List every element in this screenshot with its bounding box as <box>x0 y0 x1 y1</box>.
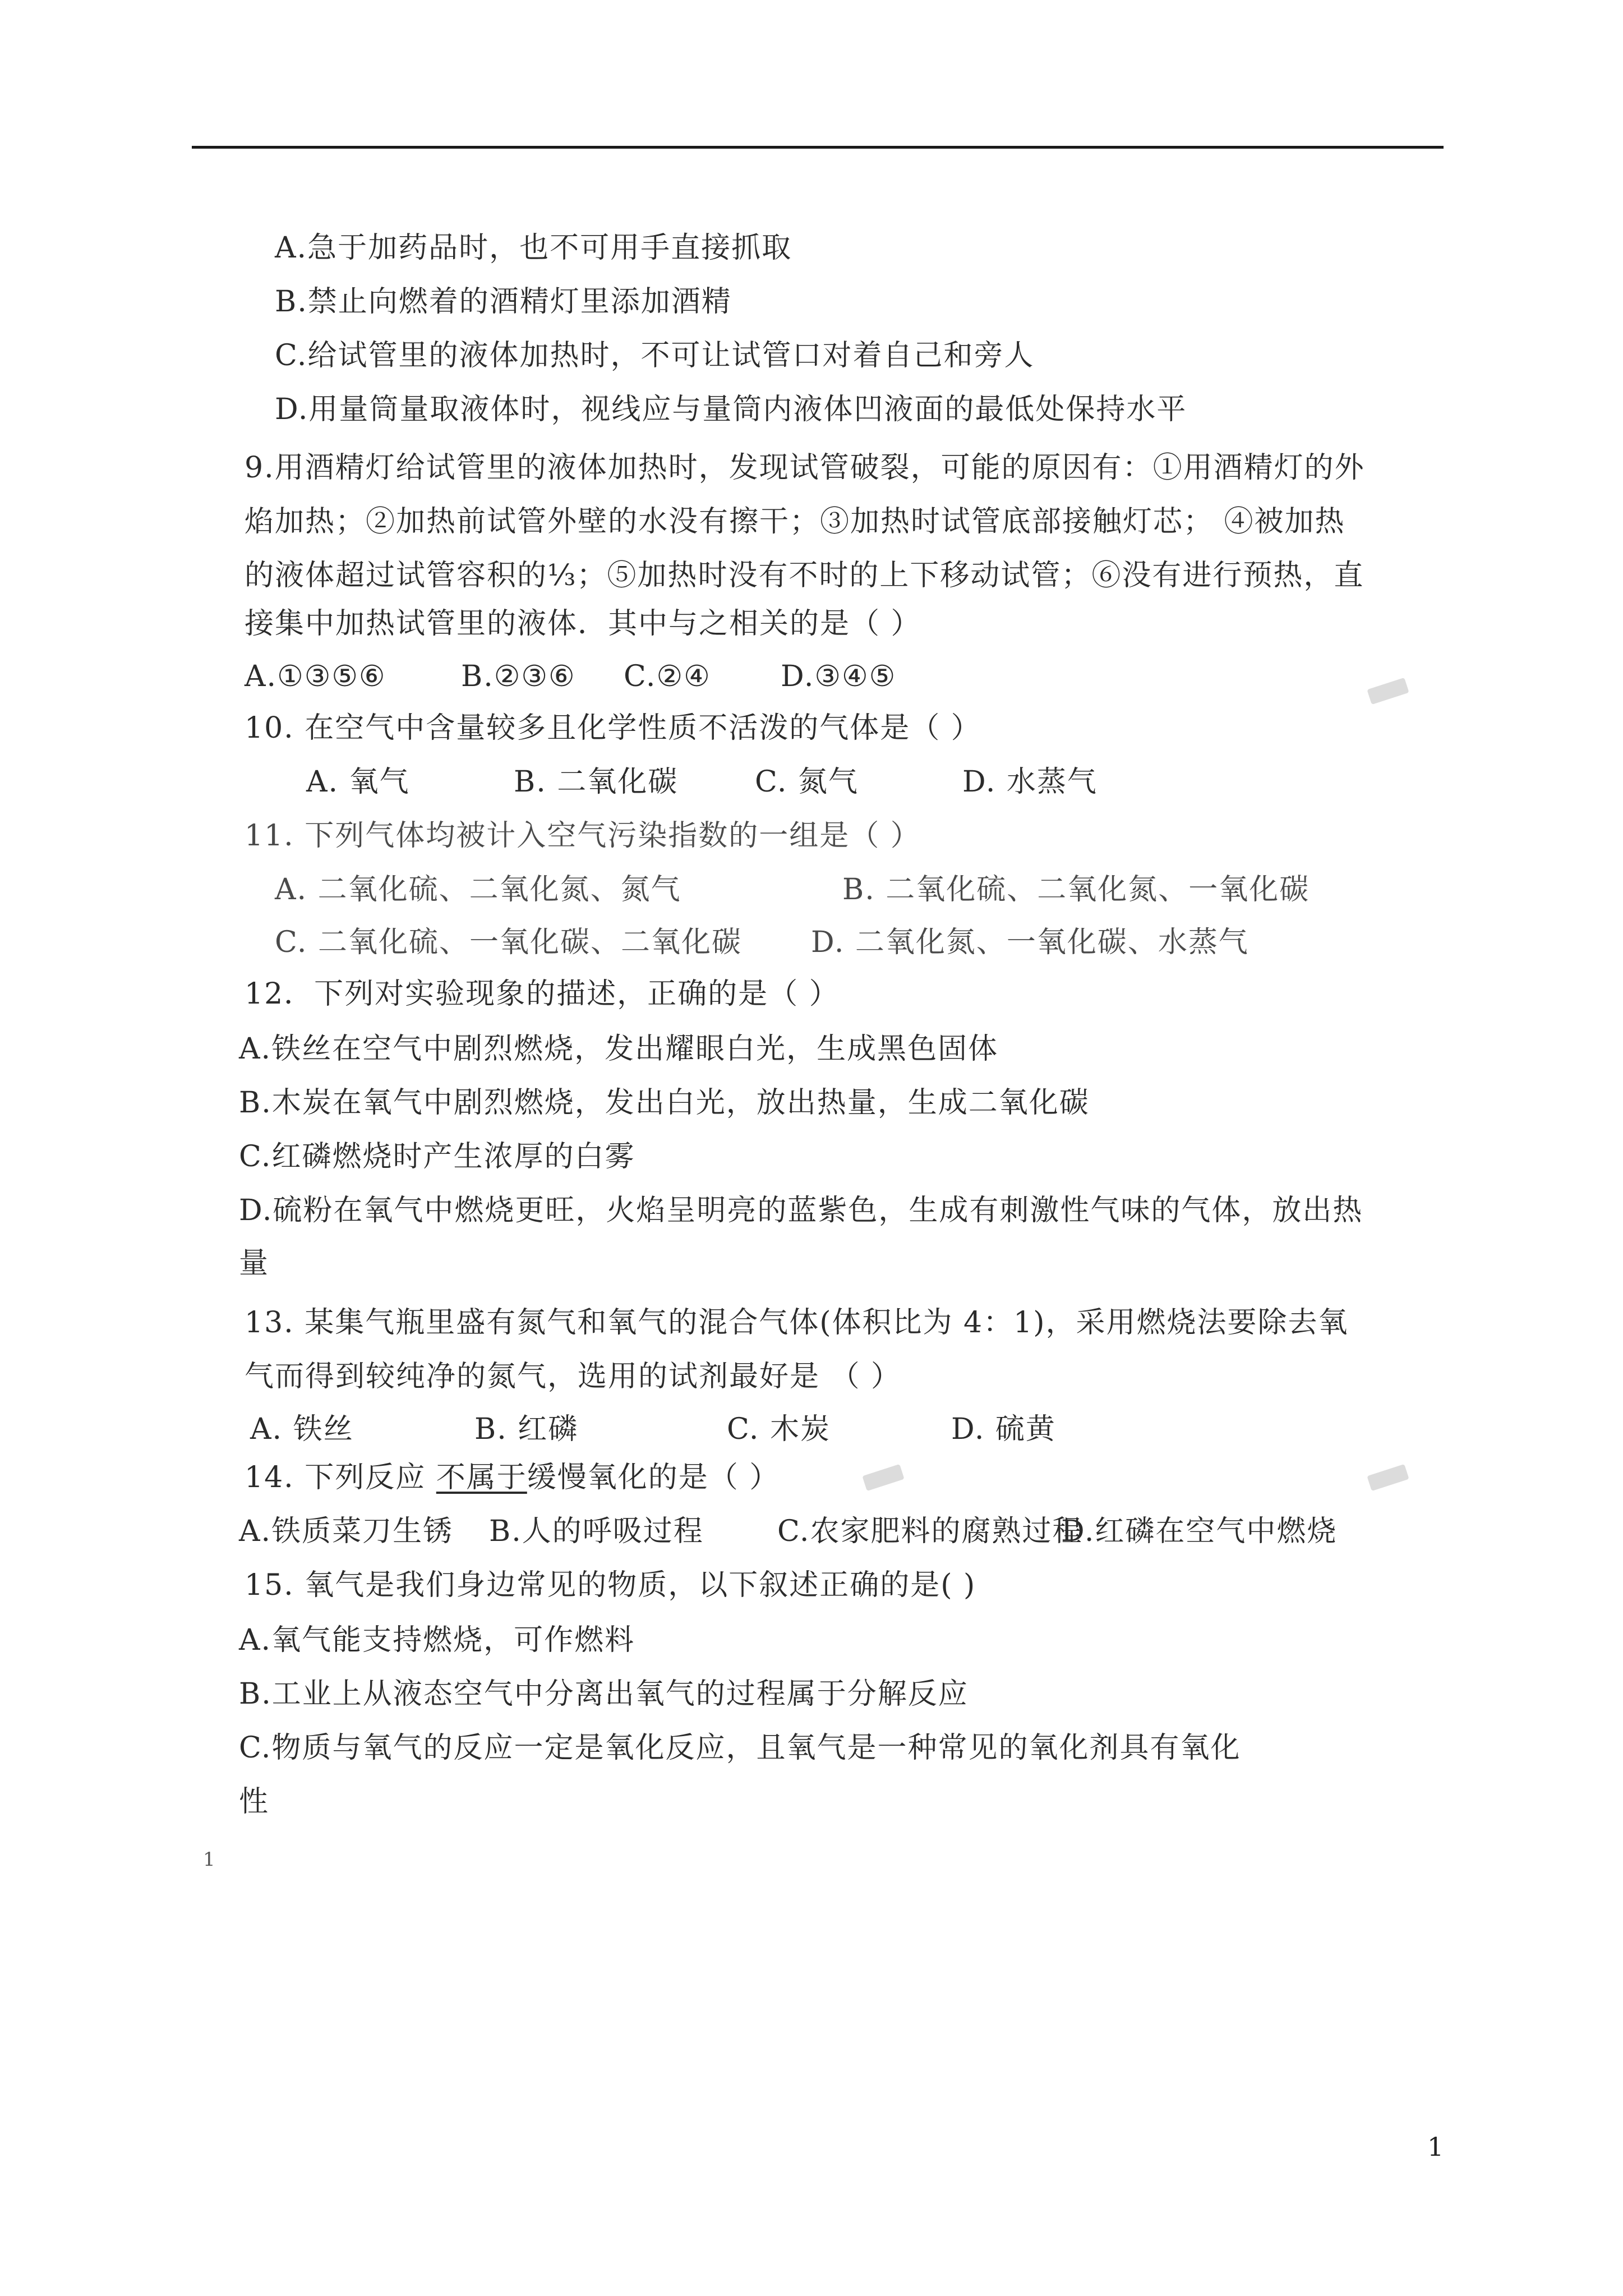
q13-option-b: B. 红磷 <box>474 1412 579 1446</box>
q13-option-d: D. 硫黄 <box>951 1412 1056 1446</box>
q12-option-d-line-1: D.硫粉在氧气中燃烧更旺，火焰呈明亮的蓝紫色，生成有刺激性气味的气体，放出热 <box>239 1194 1363 1227</box>
q11-option-b: B. 二氧化硫、二氧化氮、一氧化碳 <box>842 873 1310 907</box>
q11-stem: 11. 下列气体均被计入空气污染指数的一组是（ ） <box>245 819 921 853</box>
q14-option-a: A.铁质菜刀生锈 <box>239 1515 454 1548</box>
q14-stem-emphasis: 不属于 <box>436 1461 527 1494</box>
q14-stem-prefix: 14. 下列反应 <box>245 1461 436 1494</box>
q8-option-c: C.给试管里的液体加热时，不可让试管口对着自己和旁人 <box>275 339 1035 372</box>
q14-option-b: B.人的呼吸过程 <box>489 1515 704 1548</box>
q15-stem: 15. 氧气是我们身边常见的物质，以下叙述正确的是( ) <box>245 1568 976 1602</box>
q14-stem <box>245 1461 780 1494</box>
q12-stem: 12．下列对实验现象的描述，正确的是（ ） <box>245 977 840 1011</box>
q11-option-d: D. 二氧化氮、一氧化碳、水蒸气 <box>811 926 1249 959</box>
watermark-cap-icon <box>1367 678 1409 705</box>
q15-option-a: A.氧气能支持燃烧，可作燃料 <box>239 1623 635 1657</box>
q14-stem-suffix: 缓慢氧化的是（ ） <box>527 1461 780 1494</box>
q13-option-a: A. 铁丝 <box>250 1412 354 1446</box>
q11-option-a: A. 二氧化硫、二氧化氮、氮气 <box>275 873 681 907</box>
q12-option-d-line-2: 量 <box>239 1246 270 1280</box>
q13-line-1: 13. 某集气瓶里盛有氮气和氧气的混合气体(体积比为 4：1)，采用燃烧法要除去氧 <box>245 1306 1349 1340</box>
header-rule <box>192 146 1444 149</box>
q14-option-c: C.农家肥料的腐熟过程 <box>777 1515 1083 1548</box>
q10-option-a: A. 氧气 <box>306 765 410 799</box>
q12-option-c: C.红磷燃烧时产生浓厚的白雾 <box>239 1140 635 1174</box>
q12-option-b: B.木炭在氧气中剧烈燃烧，发出白光，放出热量，生成二氧化碳 <box>239 1086 1090 1120</box>
q9-option-d: D.③④⑤ <box>781 660 897 693</box>
q8-option-a: A.急于加药品时，也不可用手直接抓取 <box>275 231 792 265</box>
watermark-cap-icon <box>1367 1464 1409 1491</box>
margin-mark: 1 <box>203 1848 215 1871</box>
q10-option-b: B. 二氧化碳 <box>514 765 679 799</box>
watermark-cap-icon <box>862 1464 904 1491</box>
q13-line-2: 气而得到较纯净的氮气，选用的试剂最好是 （ ） <box>245 1360 902 1393</box>
q12-option-a: A.铁丝在空气中剧烈燃烧，发出耀眼白光，生成黑色固体 <box>239 1032 999 1066</box>
q9-line-1: 9.用酒精灯给试管里的液体加热时，发现试管破裂，可能的原因有：①用酒精灯的外 <box>245 451 1365 485</box>
q11-option-c: C. 二氧化硫、一氧化碳、二氧化碳 <box>275 926 742 959</box>
q15-option-c-line-2: 性 <box>239 1785 270 1819</box>
page-number: 1 <box>1427 2132 1444 2162</box>
q8-option-d: D.用量筒量取液体时，视线应与量筒内液体凹液面的最低处保持水平 <box>275 393 1187 426</box>
q10-option-c: C. 氮气 <box>755 765 859 799</box>
q9-line-4: 接集中加热试管里的液体．其中与之相关的是（ ） <box>245 607 921 641</box>
q9-option-b: B.②③⑥ <box>461 660 576 693</box>
q14-option-d: D.红磷在空气中燃烧 <box>1061 1515 1338 1548</box>
q8-option-b: B.禁止向燃着的酒精灯里添加酒精 <box>275 285 732 319</box>
q9-option-a: A.①③⑤⑥ <box>245 660 386 693</box>
q15-option-c-line-1: C.物质与氧气的反应一定是氧化反应，且氧气是一种常见的氧化剂具有氧化 <box>239 1731 1241 1765</box>
q9-option-c: C.②④ <box>624 660 711 693</box>
q9-line-2: 焰加热；②加热前试管外壁的水没有擦干；③加热时试管底部接触灯芯； ④被加热 <box>245 505 1345 539</box>
q10-stem: 10. 在空气中含量较多且化学性质不活泼的气体是（ ） <box>245 711 981 745</box>
q9-line-3: 的液体超过试管容积的⅓；⑤加热时没有不时的上下移动试管；⑥没有进行预热，直 <box>245 559 1364 592</box>
q15-option-b: B.工业上从液态空气中分离出氧气的过程属于分解反应 <box>239 1677 969 1711</box>
q13-option-c: C. 木炭 <box>727 1412 831 1446</box>
q10-option-d: D. 水蒸气 <box>962 765 1098 799</box>
